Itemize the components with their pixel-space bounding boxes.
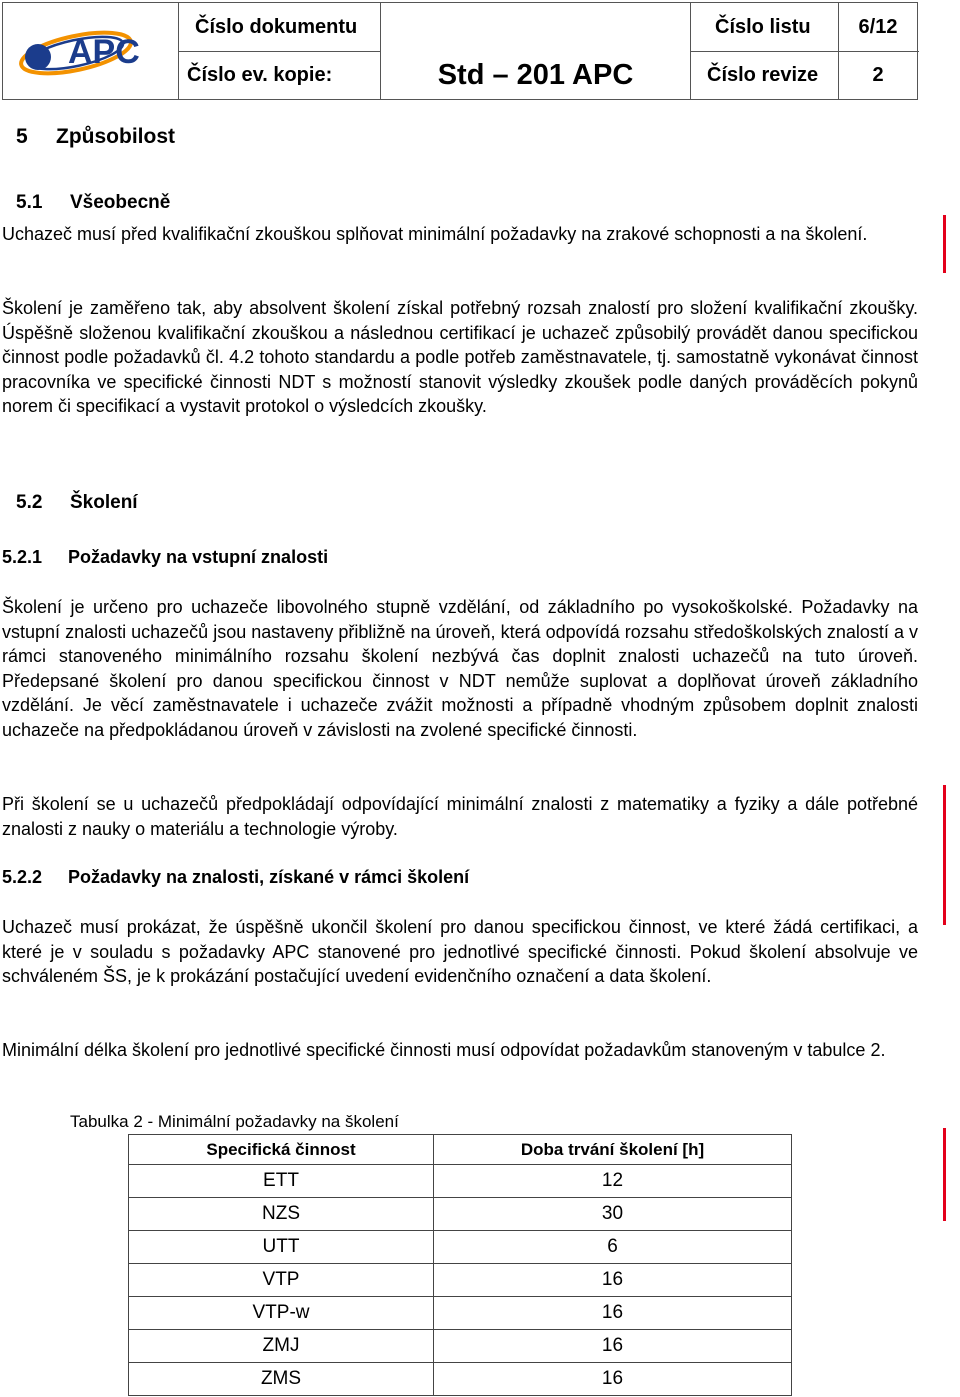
- paragraph: Školení je určeno pro uchazeče libovolného stupně vzdělání, od základního po vysokoškolské. Požadavky na vstupní znalosti uchazečů jsou nastaveny přibližně na úroveň, která odpovídá rozsahu středoškolských znalostí a v rámci stanoveného minimálního rozsahu školení nezbývá čas doplnit znalosti uchazečů na tuto úroveň. Předepsané školení pro danou specifickou činnost v NDT nemůže suplovat a doplňovat úroveň základního vzdělání. Je věcí zaměstnavatele i uchazeče zvážit možnosti a případně vhodným způsobem doplnit znalosti uchazeče na předpokládanou úroveň v závislosti na zvolené specifické činnosti.: [2, 597, 918, 740]
- table-cell: VTP-w: [129, 1297, 434, 1330]
- table-caption: Tabulka 2 - Minimální požadavky na školení: [70, 1112, 399, 1131]
- revision-mark: [943, 785, 946, 925]
- section-title: Způsobilost: [56, 125, 175, 148]
- table-cell: 12: [434, 1165, 792, 1198]
- doc-id-top-cell: [380, 3, 690, 51]
- table-header: Doba trvání školení [h]: [434, 1135, 792, 1165]
- section-number: 5.2: [16, 492, 43, 513]
- revision-mark: [943, 215, 946, 273]
- section-5-2-1-heading: [2, 547, 328, 568]
- document-header: [2, 2, 918, 100]
- table-cell: 16: [434, 1330, 792, 1363]
- table-row: [129, 1198, 792, 1231]
- table-cell: VTP: [129, 1264, 434, 1297]
- table-cell: ZMJ: [129, 1330, 434, 1363]
- table-header: Specifická činnost: [129, 1135, 434, 1165]
- table-cell: 16: [434, 1264, 792, 1297]
- table-cell: ZMS: [129, 1363, 434, 1396]
- sheet-label: Číslo listu: [690, 3, 838, 51]
- section-5-1-heading: [16, 192, 170, 214]
- section-number: 5: [16, 125, 28, 148]
- paragraph: Školení je zaměřeno tak, aby absolvent školení získal potřebný rozsah znalostí pro složení kvalifikační zkoušky. Úspěšně složenou kvalifikační zkouškou a následnou certifikací je uchazeč způsobilý provádět danou specifickou činnost podle požadavků čl. 4.2 tohoto standardu a podle potřeb zaměstnavatele, tj. samostatně vykonávat činnost pracovníka ve specifické činnosti NDT s možností stanovit výsledky zkoušek podle daných prováděcích pokynů norem či specifikací a vystavit protokol o výsledcích zkoušky.: [2, 298, 918, 417]
- section-5-heading: [16, 125, 175, 149]
- table-row: [129, 1264, 792, 1297]
- doc-number-label: Číslo dokumentu: [178, 3, 380, 51]
- revision-value: 2: [838, 51, 917, 99]
- section-number: 5.2.2: [2, 867, 43, 887]
- table-cell: 16: [434, 1297, 792, 1330]
- table-cell: 30: [434, 1198, 792, 1231]
- revision-label: Číslo revize: [690, 51, 838, 99]
- copy-number-label: Číslo ev. kopie:: [178, 51, 380, 99]
- table-cell: ETT: [129, 1165, 434, 1198]
- section-5-2-heading: [16, 492, 138, 514]
- paragraph: Při školení se u uchazečů předpokládají odpovídající minimální znalosti z matematiky a fyziky a dále potřebné znalosti z nauky o materiálu a technologie výroby.: [2, 794, 918, 839]
- logo-text: APC: [68, 33, 140, 71]
- header-divider: [178, 51, 380, 52]
- paragraph: Uchazeč musí před kvalifikační zkouškou splňovat minimální požadavky na zrakové schopnosti a na školení.: [2, 224, 868, 244]
- section-number: 5.1: [16, 192, 43, 213]
- table-cell: UTT: [129, 1231, 434, 1264]
- table-row: [129, 1330, 792, 1363]
- header-divider: [690, 51, 919, 52]
- sheet-value: 6/12: [838, 3, 917, 51]
- training-requirements-table: [128, 1134, 792, 1396]
- revision-mark: [943, 1128, 946, 1221]
- paragraph: Minimální délka školení pro jednotlivé specifické činnosti musí odpovídat požadavkům stanoveným v tabulce 2.: [2, 1040, 886, 1060]
- section-title: Školení: [70, 492, 138, 513]
- table-cell: 16: [434, 1363, 792, 1396]
- section-title: Požadavky na znalosti, získané v rámci školení: [68, 867, 470, 887]
- table-row: [129, 1231, 792, 1264]
- table-row: [129, 1165, 792, 1198]
- apc-logo: [3, 3, 179, 99]
- section-title: Všeobecně: [70, 192, 171, 213]
- table-row: [129, 1297, 792, 1330]
- apc-logo-icon: [16, 21, 166, 81]
- table-cell: 6: [434, 1231, 792, 1264]
- section-number: 5.2.1: [2, 547, 43, 567]
- table-cell: NZS: [129, 1198, 434, 1231]
- section-title: Požadavky na vstupní znalosti: [68, 547, 329, 567]
- table-row: [129, 1363, 792, 1396]
- section-5-2-2-heading: [2, 867, 469, 888]
- paragraph: Uchazeč musí prokázat, že úspěšně ukončil školení pro danou specifickou činnost, ve které žádá certifikaci, a které je v souladu s požadavky APC stanovené pro jednotlivé specifické činnosti. Pokud školení absolvuje ve schváleném ŠS, je k prokázání postačující uvedení evidenčního označení a data školení.: [2, 917, 918, 987]
- doc-id: Std – 201 APC: [380, 51, 690, 99]
